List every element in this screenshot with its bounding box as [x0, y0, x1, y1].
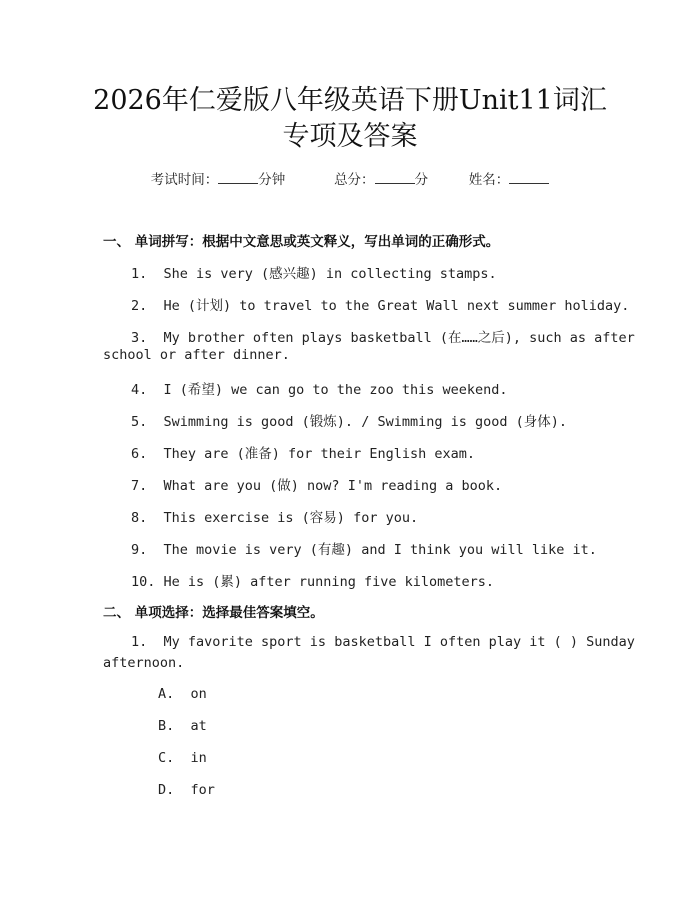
name-label: 姓名：: [468, 172, 510, 188]
section2-heading: 二、 单项选择：选择最佳答案填空。: [103, 605, 324, 621]
document-title-line1: 2026年仁爱版八年级英语下册Unit11词汇: [93, 85, 607, 116]
time-unit: 分钟: [258, 172, 286, 188]
time-blank[interactable]: [218, 171, 258, 184]
score-blank[interactable]: [375, 171, 415, 184]
section1-question-8: 8. This exercise is (容易) for you.: [131, 510, 419, 526]
section1-question-10: 10. He is (累) after running five kilometers.: [131, 574, 494, 590]
section2-question-1-continuation: afternoon.: [103, 655, 185, 671]
section1-question-4: 4. I (希望) we can go to the zoo this weekend.: [131, 382, 508, 398]
section2-question-1: 1. My favorite sport is basketball I often play it ( ) Sunday: [131, 634, 635, 650]
exam-meta: [0, 168, 700, 188]
option-b[interactable]: B. at: [158, 718, 207, 734]
section1-question-3: 3. My brother often plays basketball (在……之后), such as after: [131, 330, 635, 346]
name-blank[interactable]: [509, 171, 549, 184]
section1-question-9: 9. The movie is very (有趣) and I think you will like it.: [131, 542, 597, 558]
option-c[interactable]: C. in: [158, 750, 207, 766]
section1-question-1: 1. She is very (感兴趣) in collecting stamps.: [131, 266, 497, 282]
section1-heading: 一、 单词拼写：根据中文意思或英文释义，写出单词的正确形式。: [103, 234, 500, 250]
score-label: 总分：: [334, 172, 375, 188]
section1-question-5: 5. Swimming is good (锻炼). / Swimming is good (身体).: [131, 414, 568, 430]
score-unit: 分: [414, 172, 429, 188]
option-a[interactable]: A. on: [158, 686, 207, 702]
section1-question-3-continuation: school or after dinner.: [103, 347, 290, 363]
option-d[interactable]: D. for: [158, 782, 215, 798]
section1-question-7: 7. What are you (做) now? I'm reading a book.: [131, 478, 503, 494]
section1-question-6: 6. They are (准备) for their English exam.: [131, 446, 475, 462]
section1-question-2: 2. He (计划) to travel to the Great Wall next summer holiday.: [131, 298, 630, 314]
document-title-line2: 专项及答案: [282, 121, 418, 152]
time-label: 考试时间：: [150, 172, 219, 188]
